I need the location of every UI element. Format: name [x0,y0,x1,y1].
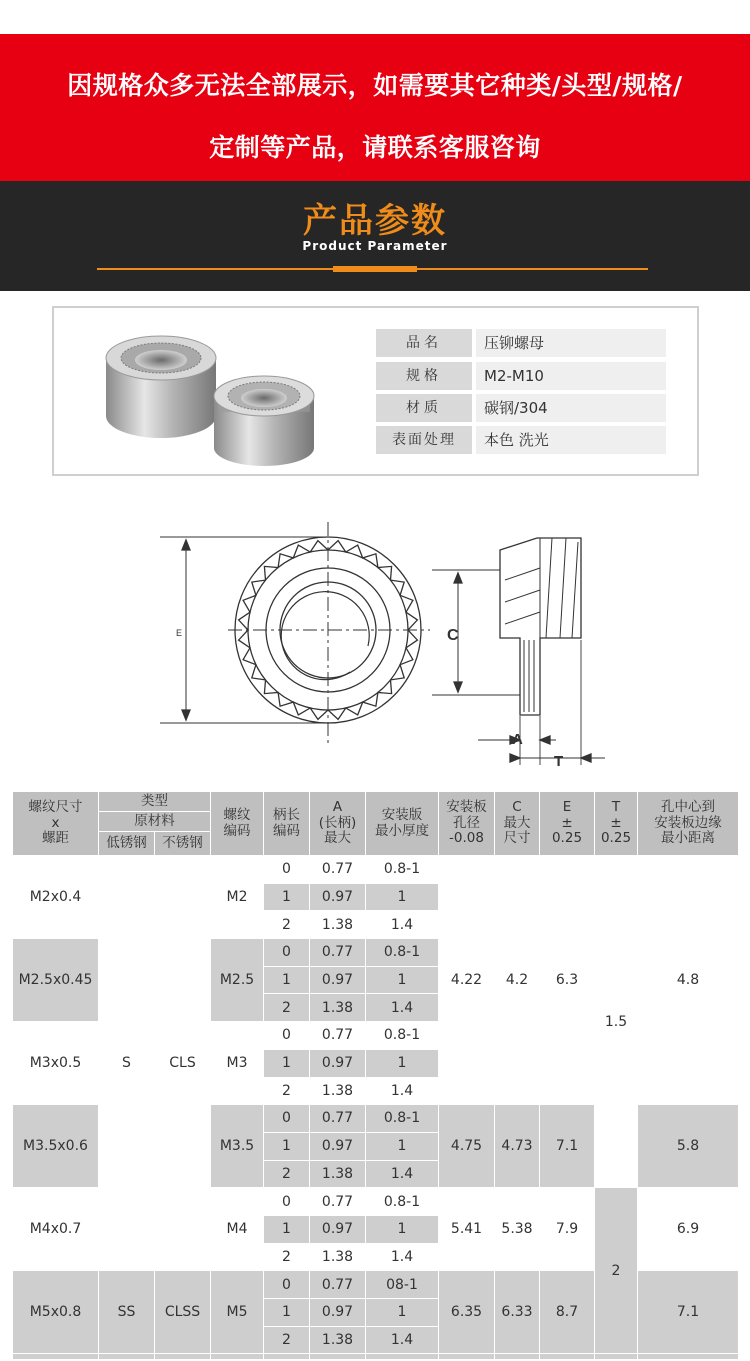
min-thickness-cell: 1.4 [366,911,439,939]
table-row [13,856,739,884]
hole-cell: 6.35 [439,1271,495,1354]
shank-code-cell: 0 [264,1105,310,1133]
min-thickness-cell: 0.8-1 [366,939,439,967]
shank-code-cell: 1 [264,966,310,994]
cut-cell [13,1354,99,1360]
min-thickness-cell: 1 [366,1299,439,1327]
info-value: 本色 洗光 [476,426,666,454]
info-key: 材质 [376,394,472,422]
min-thickness-cell: 0.8-1 [366,1105,439,1133]
shank-code-cell: 1 [264,1299,310,1327]
c-cell: 4.73 [495,1105,540,1188]
t-cell: 2 [595,1188,638,1354]
min-thickness-cell: 08-1 [366,1271,439,1299]
hdr-material: 原材料 [99,812,211,832]
cut-cell [439,1354,495,1360]
section-title: 产品参数 [303,201,447,241]
section-header [0,181,750,291]
min-thickness-cell: 1.4 [366,1160,439,1188]
a-value-cell: 0.77 [310,1022,366,1050]
min-thickness-cell: 1 [366,966,439,994]
hdr-t: T ± 0.25 [595,792,638,856]
notice-line-1: 因规格众多无法全部展示，如需要其它种类/头型/规格/ [67,71,683,100]
min-thickness-cell: 1.4 [366,1243,439,1271]
type-low-carbon-cell: SS [99,1271,155,1354]
info-key: 品名 [376,329,472,357]
e-cell: 6.3 [540,856,595,1105]
cut-cell [638,1354,739,1360]
a-value-cell: 0.77 [310,1271,366,1299]
hole-cell: 4.22 [439,856,495,1105]
type-low-carbon-cell: S [99,856,155,1271]
hdr-hole: 安装板 孔径 -0.08 [439,792,495,856]
min-thickness-cell: 1.4 [366,994,439,1022]
a-value-cell: 0.77 [310,1105,366,1133]
shank-code-cell: 0 [264,1188,310,1216]
a-value-cell: 0.97 [310,966,366,994]
product-photo [94,316,344,466]
min-thickness-cell: 0.8-1 [366,1022,439,1050]
hole-cell: 5.41 [439,1188,495,1271]
section-subtitle: Product Parameter [302,239,448,253]
c-cell: 6.33 [495,1271,540,1354]
type-stainless-cell: CLS [155,856,211,1271]
min-thickness-cell: 0.8-1 [366,856,439,884]
min-thickness-cell: 1.4 [366,1326,439,1354]
thread-size-cell: M3x0.5 [13,1022,99,1105]
notice-banner [0,34,750,181]
dim-label-t: T [554,753,564,770]
thread-code-cell: M5 [211,1271,264,1354]
a-value-cell: 1.38 [310,1160,366,1188]
dim-label-c: C [447,627,459,644]
shank-code-cell: 2 [264,994,310,1022]
cut-cell [211,1354,264,1360]
a-value-cell: 1.38 [310,1077,366,1105]
notice-line-2: 定制等产品，请联系客服咨询 [209,133,541,162]
thread-size-cell: M4x0.7 [13,1188,99,1271]
thread-code-cell: M2.5 [211,939,264,1022]
hdr-edge: 孔中心到 安装板边缘 最小距离 [638,792,739,856]
e-cell: 8.7 [540,1271,595,1354]
min-thickness-cell: 0.8-1 [366,1188,439,1216]
hdr-low-carbon: 低锈钢 [99,832,155,856]
shank-code-cell: 2 [264,1160,310,1188]
info-key: 规格 [376,362,472,390]
a-value-cell: 0.77 [310,856,366,884]
a-value-cell: 0.97 [310,1132,366,1160]
dim-label-a: A [512,731,523,748]
c-cell: 5.38 [495,1188,540,1271]
hdr-shank-code: 柄长 编码 [264,792,310,856]
shank-code-cell: 0 [264,1271,310,1299]
thread-size-cell: M5x0.8 [13,1271,99,1354]
a-value-cell: 1.38 [310,994,366,1022]
dim-label-e: E [176,628,183,638]
c-cell: 4.2 [495,856,540,1105]
hdr-thread-code: 螺纹 编码 [211,792,264,856]
thread-code-cell: M3.5 [211,1105,264,1188]
e-cell: 7.9 [540,1188,595,1271]
hdr-stainless: 不锈钢 [155,832,211,856]
info-row-name [376,329,666,357]
e-cell: 7.1 [540,1105,595,1188]
a-value-cell: 0.97 [310,1215,366,1243]
thread-code-cell: M4 [211,1188,264,1271]
a-value-cell: 1.38 [310,1326,366,1354]
thread-size-cell: M3.5x0.6 [13,1105,99,1188]
thread-size-cell: M2.5x0.45 [13,939,99,1022]
hole-cell: 4.75 [439,1105,495,1188]
shank-code-cell: 1 [264,1132,310,1160]
cut-cell [155,1354,211,1360]
hdr-e: E ± 0.25 [540,792,595,856]
hdr-min-thickness: 安装版 最小厚度 [366,792,439,856]
a-value-cell: 0.97 [310,1299,366,1327]
cut-cell [366,1354,439,1360]
a-value-cell: 0.97 [310,1049,366,1077]
cut-cell [310,1354,366,1360]
hdr-thread: 螺纹尺寸 x 螺距 [13,792,99,856]
hdr-c: C 最大 尺寸 [495,792,540,856]
edge-cell: 7.1 [638,1271,739,1354]
info-value: 碳钢/304 [476,394,666,422]
a-value-cell: 0.77 [310,1188,366,1216]
section-divider-accent [333,266,417,272]
shank-code-cell: 1 [264,1215,310,1243]
spec-table [12,791,739,1360]
shank-code-cell: 1 [264,883,310,911]
info-row-material [376,394,666,422]
edge-cell: 6.9 [638,1188,739,1271]
shank-code-cell: 1 [264,1049,310,1077]
min-thickness-cell: 1 [366,1132,439,1160]
cut-cell [99,1354,155,1360]
shank-code-cell: 0 [264,856,310,884]
shank-code-cell: 2 [264,1326,310,1354]
min-thickness-cell: 1 [366,1049,439,1077]
t-cell: 1.5 [595,856,638,1188]
a-value-cell: 1.38 [310,911,366,939]
type-stainless-cell: CLSS [155,1271,211,1354]
info-value: M2-M10 [476,362,666,390]
table-row-cut [13,1354,739,1360]
a-value-cell: 0.97 [310,883,366,911]
edge-cell: 4.8 [638,856,739,1105]
shank-code-cell: 2 [264,1077,310,1105]
thread-size-cell: M2x0.4 [13,856,99,939]
cut-cell [540,1354,595,1360]
info-value: 压铆螺母 [476,329,666,357]
cut-cell [595,1354,638,1360]
shank-code-cell: 2 [264,911,310,939]
min-thickness-cell: 1 [366,883,439,911]
min-thickness-cell: 1.4 [366,1077,439,1105]
info-row-spec [376,362,666,390]
cut-cell [264,1354,310,1360]
thread-code-cell: M3 [211,1022,264,1105]
min-thickness-cell: 1 [366,1215,439,1243]
hdr-type: 类型 [99,792,211,812]
product-info-panel [52,306,699,476]
cut-cell [495,1354,540,1360]
shank-code-cell: 0 [264,1022,310,1050]
info-key: 表面处理 [376,426,472,454]
top-white-strip [0,0,750,34]
shank-code-cell: 0 [264,939,310,967]
technical-drawing [0,490,750,780]
thread-code-cell: M2 [211,856,264,939]
shank-code-cell: 2 [264,1243,310,1271]
info-row-finish [376,426,666,454]
edge-cell: 5.8 [638,1105,739,1188]
a-value-cell: 1.38 [310,1243,366,1271]
hdr-a: A (长柄) 最大 [310,792,366,856]
a-value-cell: 0.77 [310,939,366,967]
